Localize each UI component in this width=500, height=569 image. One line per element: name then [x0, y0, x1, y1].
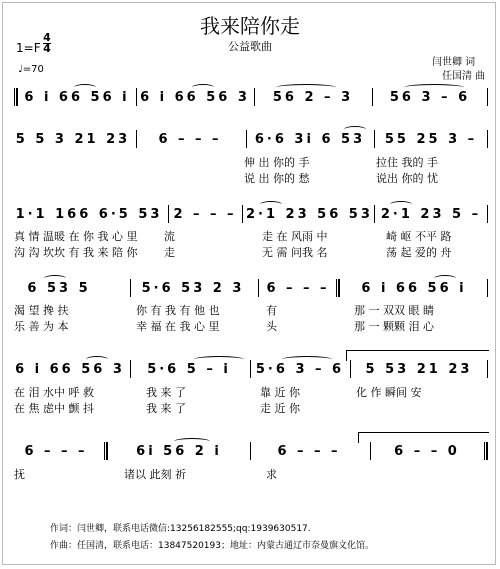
barline [130, 279, 131, 297]
slur [276, 84, 336, 91]
lyrics-row-6 [14, 466, 488, 479]
measure: 5·6 3 – 6 [255, 362, 345, 377]
score-row-1 [14, 90, 488, 106]
lyrics-row-3-verse-1 [14, 228, 488, 241]
song-subtitle: 公益歌曲 [228, 40, 272, 53]
measure: 6 – – – [158, 132, 222, 147]
slur [194, 356, 244, 363]
lyricist-contact: 作词：闫世卿，联系电话微信:13256182555;qq:1939630517. [50, 524, 311, 534]
measure: 5 5 3 21 23 [15, 132, 131, 147]
lyric-text: 那 一 颗颗 泪 心 [354, 320, 434, 333]
time-signature [43, 33, 51, 54]
lyric-text: 靠 近 你 [260, 386, 300, 399]
volta-bracket [346, 350, 489, 361]
barline [250, 442, 251, 460]
lyric-text: 拉住 我的 手 [376, 156, 438, 169]
slur [404, 84, 464, 91]
repeat-barline [104, 442, 108, 460]
barline [242, 205, 243, 223]
barline [370, 442, 371, 460]
lyrics-row-5-verse-2 [14, 400, 488, 413]
lyricist-credit: 闫世卿 词 [432, 57, 476, 68]
measure: 5·6 53 2 3 [141, 281, 245, 296]
lyric-text: 走 近 你 [260, 402, 300, 415]
measure: 5·6 5 – i [147, 362, 231, 377]
lyric-text: 乐 善 为 本 [14, 320, 69, 333]
measure: 6 53 5 [27, 281, 91, 296]
time-signature-top: 4 [43, 31, 51, 44]
lyric-text: 那 一 双双 眼 睛 [354, 304, 434, 317]
lyric-text: 说出 你的 忧 [376, 172, 438, 185]
key-signature: 1=F [16, 41, 41, 55]
lyrics-row-3-verse-2 [14, 244, 488, 257]
lyric-text: 沟 沟 坎坎 有 我 来 陪 你 [14, 246, 138, 259]
lyric-text: 荡 起 爱的 舟 [386, 246, 452, 259]
slur [344, 126, 366, 133]
slur [174, 438, 210, 445]
score-row-5 [14, 362, 488, 378]
barline [136, 130, 137, 148]
lyric-text: 崎 岖 不平 路 [386, 230, 452, 243]
barline [258, 279, 259, 297]
final-barline [484, 442, 488, 460]
lyric-text: 我 来 了 [146, 386, 186, 399]
measure: 1·1 166 6·5 53 [15, 207, 163, 222]
lyric-text: 伸 出 你的 手 [244, 156, 310, 169]
measure: 2·1 23 56 53 [246, 207, 373, 222]
lyric-text: 真 情 温暖 在 你 我 心 里 [14, 230, 138, 243]
repeat-start-barline [14, 88, 18, 106]
barline [374, 130, 375, 148]
barline [250, 360, 251, 378]
measure: 6 i 66 56 i [24, 90, 130, 105]
barline [246, 130, 247, 148]
score-row-2 [14, 132, 488, 148]
lyric-text: 渴 望 搀 扶 [14, 304, 69, 317]
measure: 6 – – – [266, 281, 330, 296]
slur [74, 84, 96, 91]
slur [434, 275, 456, 282]
lyric-text: 我 来 了 [146, 402, 186, 415]
score-row-3 [14, 207, 488, 223]
lyric-text: 有 [266, 304, 277, 317]
measure: 56 2 – 3 [272, 90, 354, 105]
measure: 56 3 – 6 [389, 90, 471, 105]
barline [254, 88, 255, 106]
lyrics-row-4-verse-1 [14, 302, 488, 315]
barline [487, 205, 488, 223]
barline [487, 279, 488, 297]
barline [487, 130, 488, 148]
measure: 5 53 21 23 [365, 362, 473, 377]
lyrics-row-4-verse-2 [14, 318, 488, 331]
slur [282, 356, 332, 363]
lyrics-row-2-verse-2 [14, 170, 488, 183]
composer-contact: 作曲：任国清，联系电话：13847520193；地址：内蒙古通辽市奈曼旗文化馆。 [50, 541, 374, 551]
barline [130, 360, 131, 378]
barline [350, 360, 351, 378]
lyric-text: 流 [164, 230, 175, 243]
slur [390, 201, 412, 208]
measure: 55 25 3 – [384, 132, 478, 147]
lyric-text: 化 作 瞬间 安 [356, 386, 422, 399]
lyric-text: 在 泪 水中 呼 救 [14, 386, 94, 399]
lyrics-row-2-verse-1 [14, 154, 488, 167]
barline [487, 360, 488, 378]
score-row-4 [14, 281, 488, 297]
measure: 2·1 23 5 – [380, 207, 482, 222]
slur [260, 201, 282, 208]
measure: 6 – – 0 [394, 444, 460, 459]
measure: 6·6 3i 6 53 [254, 132, 366, 147]
lyric-text: 头 [266, 320, 277, 333]
repeat-barline [336, 279, 340, 297]
tempo-mark: ♩=70 [18, 64, 44, 75]
composer-credit: 任国清 曲 [442, 71, 486, 82]
measure: 6i 56 2 i [136, 444, 222, 459]
lyric-text: 抚 [14, 468, 25, 481]
lyric-text: 幸 福 在 我 心 里 [136, 320, 220, 333]
lyrics-row-5-verse-1 [14, 384, 488, 397]
slur [192, 84, 214, 91]
lyric-text: 走 [164, 246, 175, 259]
lyric-text: 你 有 我 有 他 也 [136, 304, 220, 317]
barline [374, 205, 375, 223]
lyric-text: 诸以 此刻 祈 [124, 468, 186, 481]
barline [487, 88, 488, 106]
measure: 6 – – – [24, 444, 88, 459]
lyric-text: 求 [266, 468, 277, 481]
slur [86, 356, 108, 363]
measure: 6 – – – [277, 444, 341, 459]
lyric-text: 走 在 风雨 中 [262, 230, 328, 243]
measure: 6 i 66 56 3 [140, 90, 250, 105]
lyric-text: 无 需 问我 名 [262, 246, 328, 259]
barline [136, 88, 137, 106]
time-signature-bottom: 4 [43, 42, 51, 55]
song-title: 我来陪你走 [200, 14, 300, 38]
lyric-text: 在 焦 虑中 颤 抖 [14, 402, 94, 415]
barline [372, 88, 373, 106]
slur [44, 275, 66, 282]
score-row-6 [14, 444, 488, 460]
measure: 6 i 66 56 i [361, 281, 467, 296]
measure: 2 – – – [173, 207, 237, 222]
measure: 6 i 66 56 3 [15, 362, 125, 377]
lyric-text: 说 出 你的 愁 [244, 172, 310, 185]
barline [168, 205, 169, 223]
volta-bracket [358, 432, 489, 443]
